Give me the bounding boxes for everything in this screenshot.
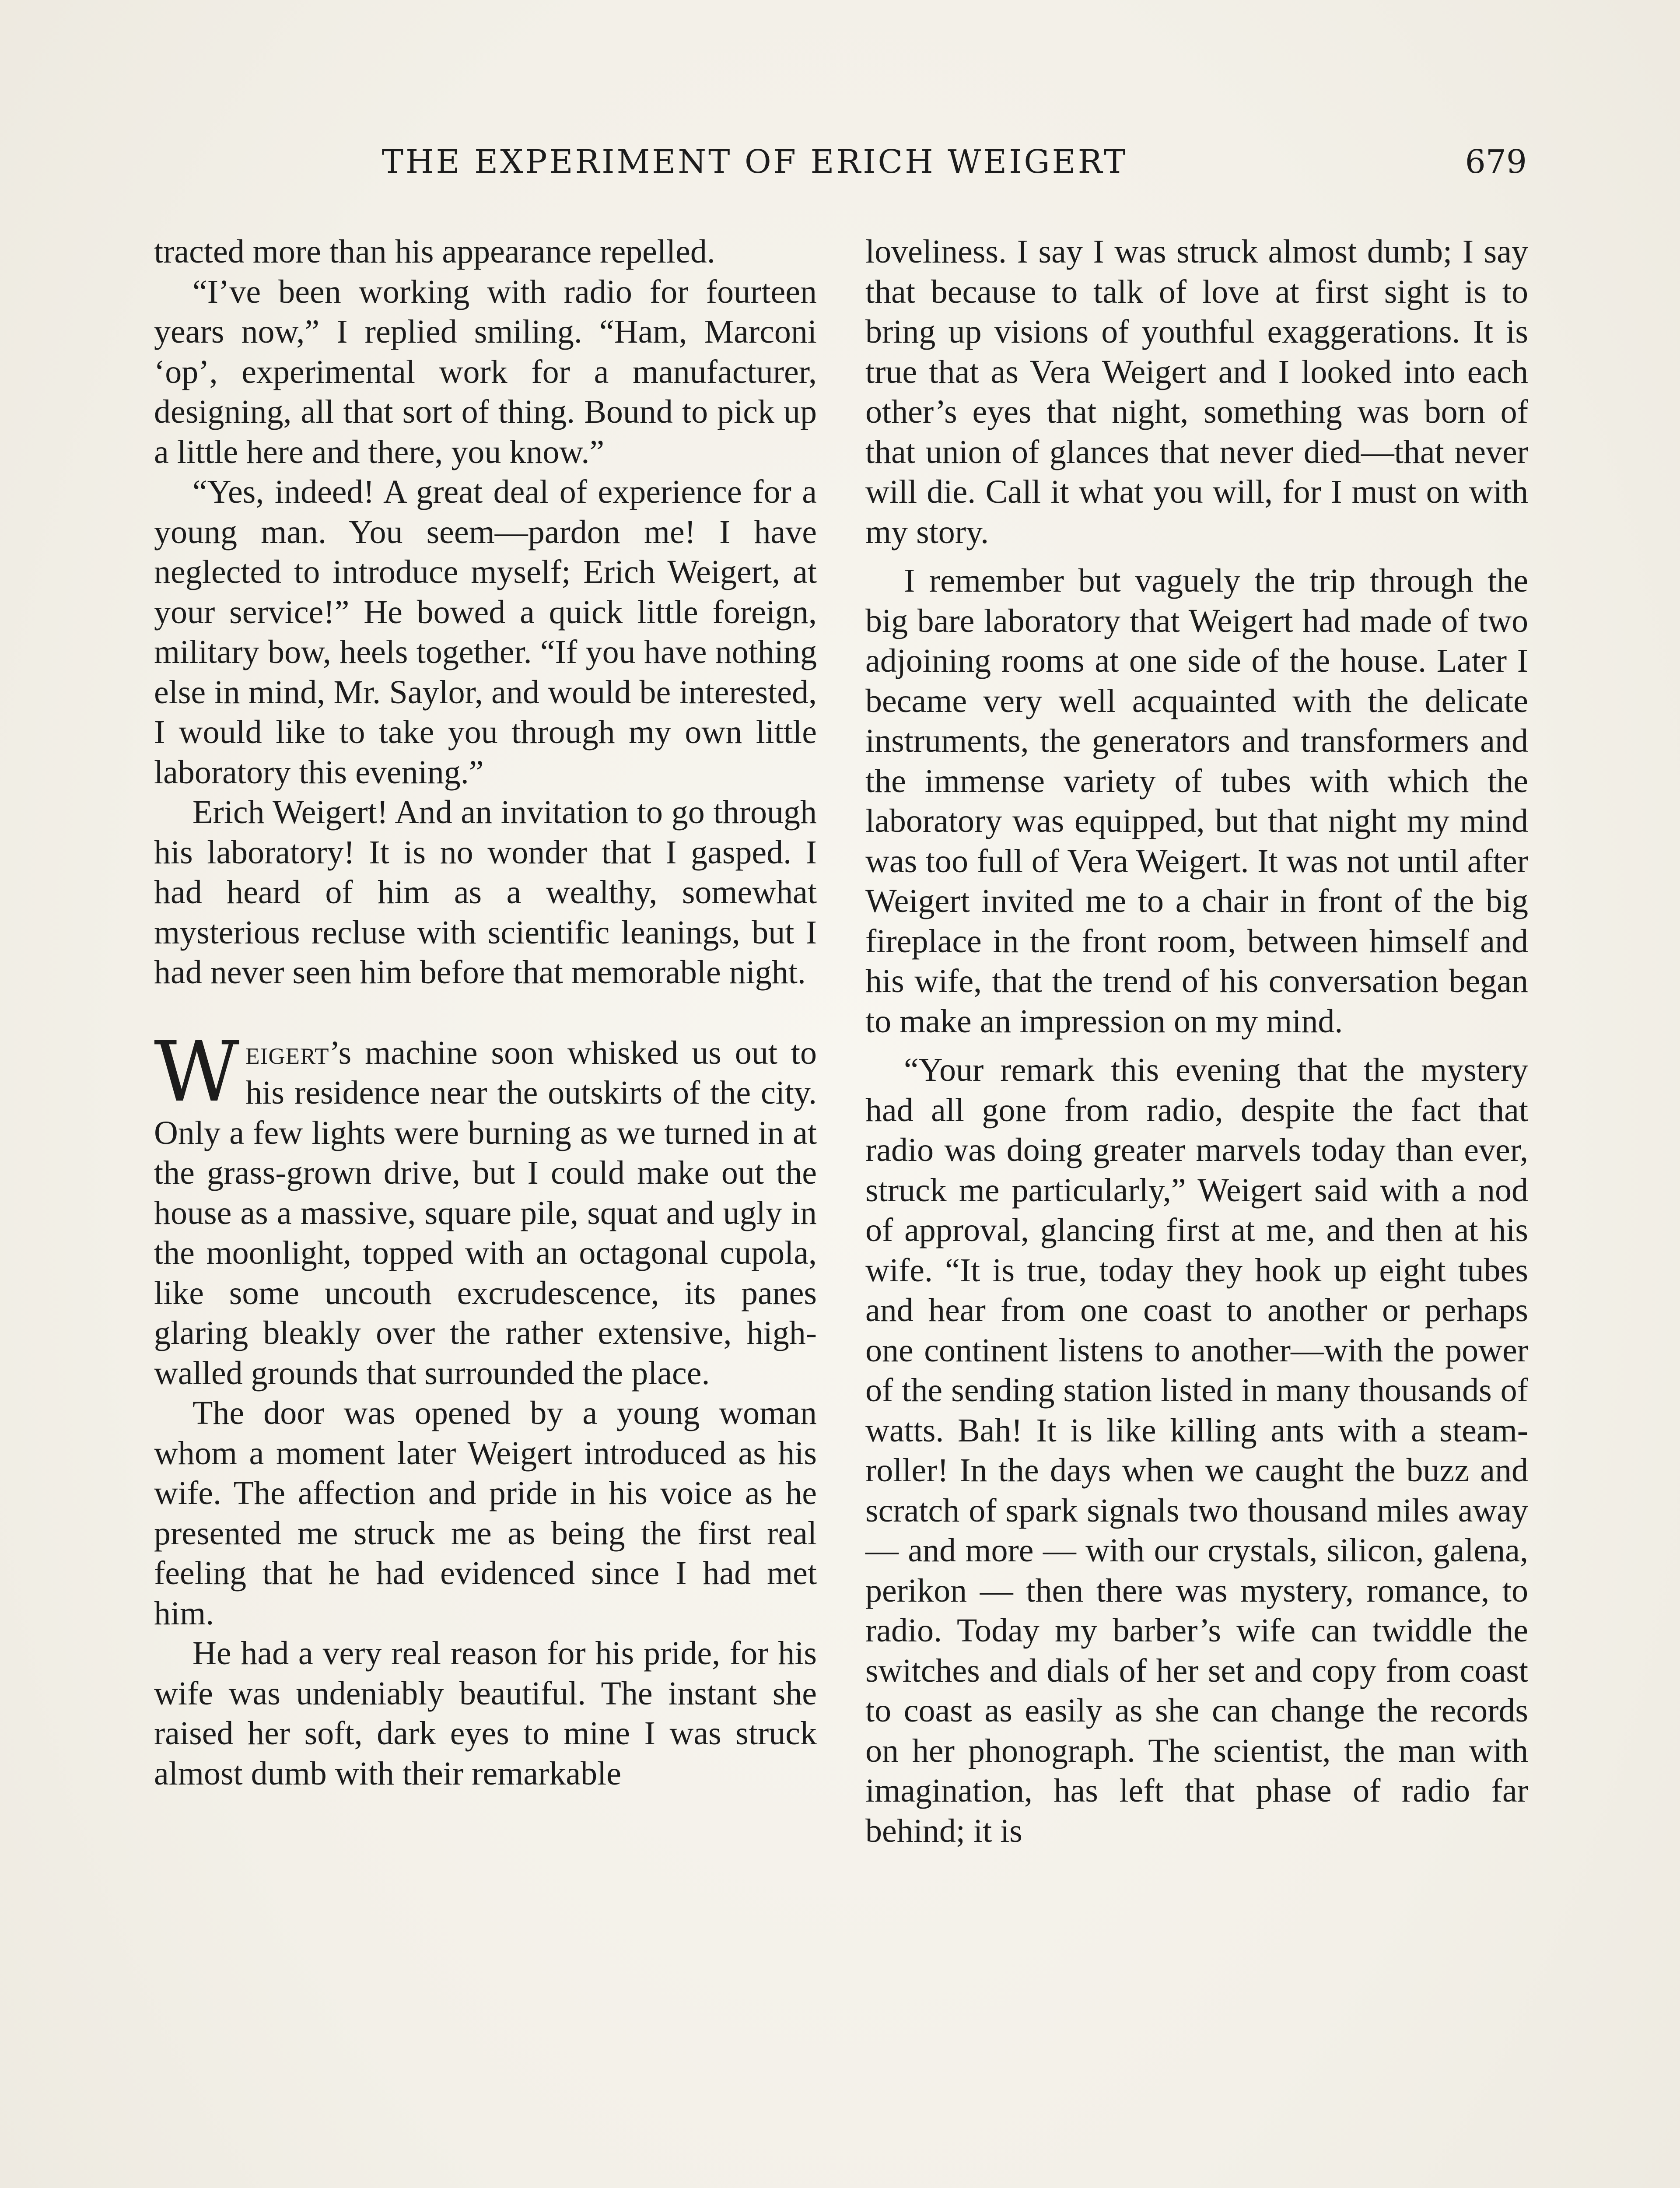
paragraph: “Yes, indeed! A great deal of experience for a young man. You seem—pardon me! I have neglected to introduce myself; Erich Weigert, at your service!” He bowed a quick little foreign, military bow, heels together. “If you have nothing else in mind, Mr. Saylor, and would be interested, I would like to take you through my own little laboratory this evening.”	[154, 473, 817, 791]
paragraph: The door was opened by a young woman whom a moment later Weigert introduced as his wife. The affection and pride in his voice as he presented me struck me as being the first real feeling that he had evidenced since I had met him.	[154, 1395, 817, 1632]
left-column	[154, 232, 817, 1794]
paragraph: loveliness. I say I was struck almost dumb; I say that because to talk of love at first sight is to bring up visions of youthful exaggerations. It is true that as Vera Weigert and I looked into each other’s eyes that night, something was born of that union of glances that never died—that never will die. Call it what you will, for I must on with my story.	[865, 233, 1528, 551]
running-title: THE EXPERIMENT OF ERICH WEIGERT	[382, 143, 1128, 181]
drop-cap: W	[154, 1023, 240, 1120]
paragraph: “Your remark this evening that the mystery had all gone from radio, despite the fact that radio was doing greater marvels today than ever, struck me particularly,” Weigert said with a nod of approval, glancing first at me, and then at his wife. “It is true, today they hook up eight tubes and hear from one coast to another or perhaps one continent listens to another—with the power of the sending station listed in many thousands of watts. Bah! It is like killing ants with a steam-roller! In the days when we caught the buzz and scratch of spark signals two thousand miles away — and more — with our crystals, silicon, galena, perikon — then there was mystery, romance, to radio. Today my barber’s wife can twiddle the switches and dials of her set and copy from coast to coast as easily as she can change the records on her phonograph. The scientist, the man with imagination, has left that phase of radio far behind; it is	[865, 1052, 1528, 1849]
page-number: 679	[1465, 143, 1527, 181]
paragraph: I remember but vaguely the trip through the big bare laboratory that Weigert had made of two adjoining rooms at one side of the house. Later I became very well acquainted with the delicate instruments, the generators and transformers and the immense variety of tubes with which the laboratory was equipped, but that night my mind was too full of Vera Weigert. It was not until after Weigert invited me to a chair in front of the big fireplace in the front room, between himself and his wife, that the trend of his conversation began to make an impression on my mind.	[865, 562, 1528, 1040]
section-opening-paragraph	[154, 1023, 817, 1394]
paragraph: “I’ve been working with radio for fourteen years now,” I replied smiling. “Ham, Marconi ‘op’, experimental work for a manufacturer, designing, all that sort of thing. Bound to pick up a little here and there, you know.”	[154, 273, 817, 470]
paragraph-text: ’s machine soon whisked us out to his residence near the outskirts of the city. Only a few lights were burning as we turned in at the grass-grown drive, but I could make out the house as a massive, square pile, squat and ugly in the moonlight, topped with an octagonal cupola, like some uncouth excrudescence, its panes glaring bleakly over the rather extensive, high-walled grounds that surrounded the place.	[154, 1034, 817, 1392]
running-head	[153, 138, 1527, 186]
small-caps-lead: eigert	[245, 1034, 329, 1071]
paragraph: Erich Weigert! And an invitation to go through his laboratory! It is no wonder that I gasped. I had heard of him as a wealthy, somewhat mysterious recluse with scientific leanings, but I had never seen him before that memorable night.	[154, 794, 817, 991]
paragraph: tracted more than his appearance repelled.	[154, 233, 715, 270]
paragraph: He had a very real reason for his pride, for his wife was undeniably beautiful. The instant she raised her soft, dark eyes to mine I was struck almost dumb with their remarkable	[154, 1635, 817, 1792]
right-column	[865, 232, 1528, 1851]
